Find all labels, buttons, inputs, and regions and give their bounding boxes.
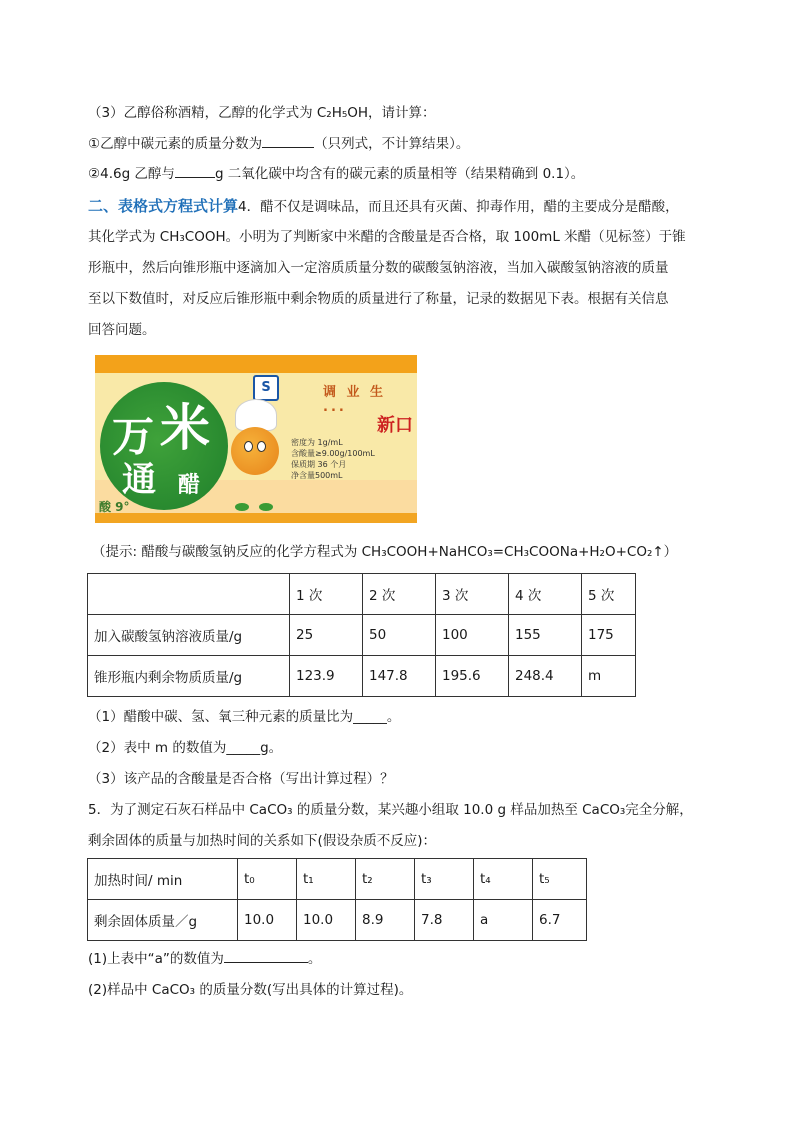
answer-blank[interactable] xyxy=(224,948,308,963)
mascot-eye xyxy=(257,441,266,452)
brand-char: 醋 xyxy=(178,472,201,498)
table-row xyxy=(88,574,636,615)
q5-line1: 5．为了测定石灰石样品中 CaCO₃ 的质量分数，某兴趣小组取 10.0 g 样品加热至 CaCO₃完全分解， xyxy=(88,802,693,818)
q4-text-line: 4．醋不仅是调味品，而且还具有灭菌、抑毒作用，醋的主要成分是醋酸， xyxy=(238,199,679,215)
brand-circle xyxy=(100,382,228,510)
table-cell: t₀ xyxy=(238,859,297,900)
table-cell: m xyxy=(582,656,636,697)
brand-char: 通 xyxy=(122,460,156,500)
table-cell: 6.7 xyxy=(533,900,587,941)
table-cell: 剩余固体质量／g xyxy=(88,900,238,941)
table-cell: 175 xyxy=(582,615,636,656)
mascot-foot xyxy=(259,503,273,511)
q3-part2-pre: ②4.6g 乙醇与 xyxy=(88,166,175,182)
q5-sub1-pre: (1)上表中“a”的数值为 xyxy=(88,951,224,967)
table-cell: 147.8 xyxy=(363,656,436,697)
table-cell: 100 xyxy=(436,615,509,656)
q4-text-line: 其化学式为 CH₃COOH。小明为了判断家中米醋的含酸量是否合格，取 100mL 米醋（见标签）于锥 xyxy=(88,229,686,245)
table-cell: 25 xyxy=(290,615,363,656)
brand-char: 米 xyxy=(160,398,210,457)
q4-sub1: （1）醋酸中碳、氢、氧三种元素的质量比为_____。 xyxy=(88,709,401,725)
q4-sub3: （3）该产品的含酸量是否合格（写出计算过程）？ xyxy=(88,771,394,787)
table-cell: a xyxy=(474,900,533,941)
q3-part1-pre: ①乙醇中碳元素的质量分数为 xyxy=(88,136,263,152)
table-cell: 5 次 xyxy=(582,574,636,615)
table-cell: 123.9 xyxy=(290,656,363,697)
table-cell: 4 次 xyxy=(509,574,582,615)
mascot-eye xyxy=(244,441,253,452)
label-bottom-band xyxy=(95,513,417,523)
table-cell: t₄ xyxy=(474,859,533,900)
q3-part1 xyxy=(88,133,469,154)
table-cell: 195.6 xyxy=(436,656,509,697)
label-spec: 净含量500mL xyxy=(291,471,343,480)
table-cell: 锥形瓶内剩余物质质量/g xyxy=(88,656,290,697)
table-row xyxy=(88,656,636,697)
q4-text-line: 形瓶中，然后向锥形瓶中逐滴加入一定溶质质量分数的碳酸氢钠溶液，当加入碳酸氢钠溶液的质量 xyxy=(88,260,669,276)
table-cell: t₂ xyxy=(356,859,415,900)
answer-blank[interactable] xyxy=(175,163,215,178)
brand-char: 万 xyxy=(112,412,155,461)
q5-sub1-post: 。 xyxy=(307,951,322,967)
table-cell: 加热时间/ min xyxy=(88,859,238,900)
q3-part1-post: （只列式，不计算结果）。 xyxy=(314,136,470,152)
table-cell: 加入碳酸氢钠溶液质量/g xyxy=(88,615,290,656)
answer-blank[interactable] xyxy=(262,133,314,148)
table-cell: 7.8 xyxy=(415,900,474,941)
q3-part2-post: g 二氧化碳中均含有的碳元素的质量相等（结果精确到 0.1）。 xyxy=(214,166,585,182)
section-title: 二、表格式方程式计算 xyxy=(88,197,239,215)
label-brand-new: 新口 xyxy=(377,415,413,436)
reaction-hint: （提示: 醋酸与碳酸氢钠反应的化学方程式为 CH₃COOH+NaHCO₃=CH₃COONa+H₂O+CO₂↑） xyxy=(92,544,678,560)
section2-q4-line1 xyxy=(88,196,679,217)
q4-text-line: 至以下数值时，对反应后锥形瓶中剩余物质的质量进行了称量，记录的数据见下表。根据有关信息 xyxy=(88,291,669,307)
q4-sub2: （2）表中 m 的数值为_____g。 xyxy=(88,740,283,756)
table-row xyxy=(88,900,587,941)
mascot-icon xyxy=(231,427,279,475)
mascot-foot xyxy=(235,503,249,511)
qs-quality-icon: S xyxy=(253,375,279,401)
q3-stem: （3）乙醇俗称酒精，乙醇的化学式为 C₂H₅OH，请计算： xyxy=(88,105,436,121)
q3-part2 xyxy=(88,163,584,184)
label-spec: 含酸量≥9.00g/100mL xyxy=(291,449,375,458)
q5-line2: 剩余固体的质量与加热时间的关系如下(假设杂质不反应)： xyxy=(88,833,437,849)
label-top-band xyxy=(95,355,417,373)
table-cell xyxy=(88,574,290,615)
table-cell: 1 次 xyxy=(290,574,363,615)
table-cell: 8.9 xyxy=(356,900,415,941)
label-spec: 保质期 36 个月 xyxy=(291,460,347,469)
label-bottom-text: 酸 9° xyxy=(99,500,130,514)
q5-sub2: (2)样品中 CaCO₃ 的质量分数(写出具体的计算过程)。 xyxy=(88,982,413,998)
q4-text-line: 回答问题。 xyxy=(88,322,156,338)
table-cell: 50 xyxy=(363,615,436,656)
table-cell: 248.4 xyxy=(509,656,582,697)
table-cell: 3 次 xyxy=(436,574,509,615)
table-cell: 10.0 xyxy=(297,900,356,941)
table-cell: t₃ xyxy=(415,859,474,900)
table-cell: 155 xyxy=(509,615,582,656)
table-cell: t₁ xyxy=(297,859,356,900)
data-table-1 xyxy=(87,573,636,697)
label-brand-top: 调 业 生 ... xyxy=(323,385,387,415)
label-spec: 密度为 1g/mL xyxy=(291,438,343,447)
table-row xyxy=(88,615,636,656)
vinegar-label-image xyxy=(95,355,417,523)
table-cell: 10.0 xyxy=(238,900,297,941)
table-cell: 2 次 xyxy=(363,574,436,615)
table-row xyxy=(88,859,587,900)
table-cell: t₅ xyxy=(533,859,587,900)
data-table-2 xyxy=(87,858,587,941)
q5-sub1 xyxy=(88,948,321,969)
